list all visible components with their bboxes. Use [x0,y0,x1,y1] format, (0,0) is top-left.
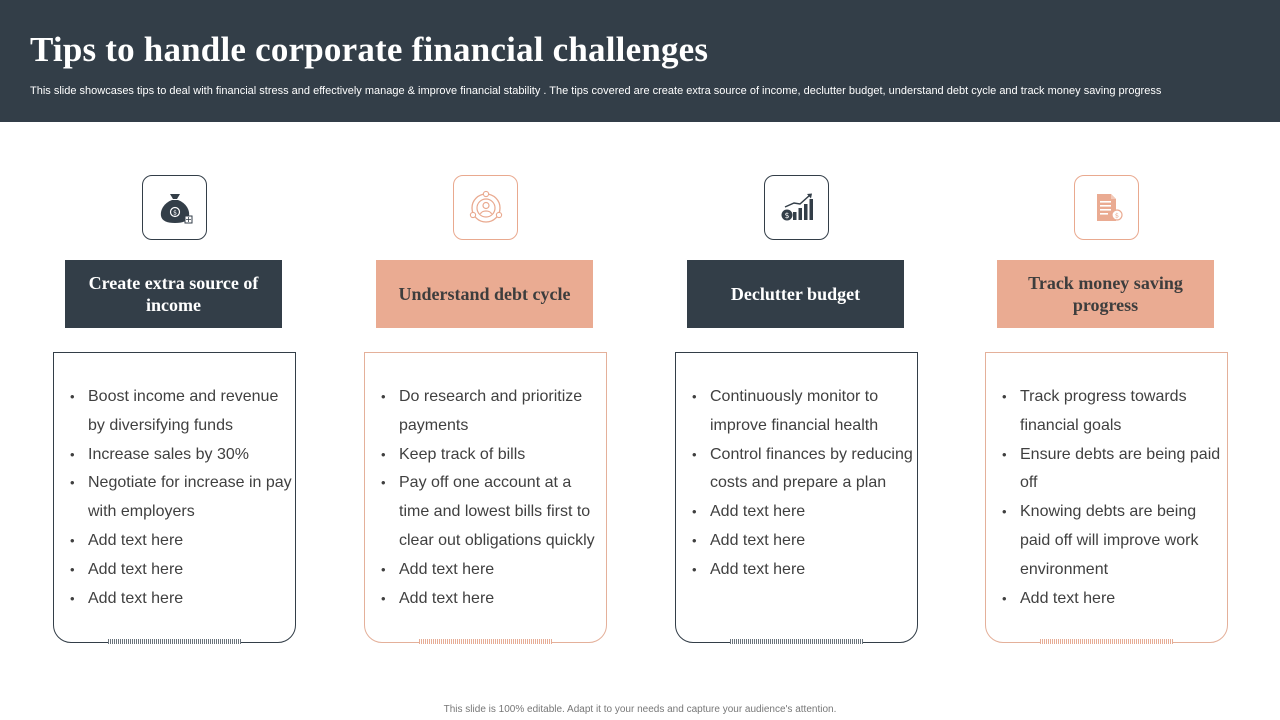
list-item: • Add text here [381,556,603,585]
svg-text:$: $ [784,210,789,220]
list-item: • Add text here [70,527,292,556]
list-item: • Add text here [381,585,603,614]
tip-column-progress [985,0,1228,720]
list-item: • Negotiate for increase in pay with employers [70,469,292,527]
tip-column-budget [675,0,918,720]
svg-text:$: $ [172,209,177,216]
list-item: • Ensure debts are being paid off [1002,441,1224,499]
list-item: • Add text here [70,585,292,614]
growth-chart-icon [777,188,817,228]
bullet-list [692,383,914,585]
tip-card-progress [985,352,1228,643]
list-item: • Increase sales by 30% [70,441,292,470]
list-item: • Knowing debts are being paid off will improve work environment [1002,498,1224,584]
tip-card-budget [675,352,918,643]
list-item: • Add text here [692,498,914,527]
tip-card-income [53,352,296,643]
icon-frame [1074,175,1139,240]
tip-title-budget: Declutter budget [687,260,904,328]
bullet-list [381,383,603,613]
person-cycle-icon [466,188,506,228]
tip-title-income: Create extra source of income [65,260,282,328]
list-item: • Boost income and revenue by diversifying funds [70,383,292,441]
tip-column-debt [364,0,607,720]
tip-column-income [53,0,296,720]
card-hatch-decoration [730,639,863,644]
card-hatch-decoration [419,639,552,644]
bullet-list [70,383,292,613]
bullet-list [1002,383,1224,613]
card-hatch-decoration [108,639,241,644]
slide-subtitle: This slide showcases tips to deal with financial stress and effectively manage & improve financial stability . The tips covered are create extra source of income, declutter budget, understand debt cycle and track money saving progress [30,85,1162,97]
list-item: • Control finances by reducing costs and prepare a plan [692,441,914,499]
list-item: • Pay off one account at a time and lowest bills first to clear out obligations quickly [381,469,603,555]
list-item: • Continuously monitor to improve financial health [692,383,914,441]
list-item: • Add text here [1002,585,1224,614]
card-hatch-decoration [1040,639,1173,644]
list-item: • Track progress towards financial goals [1002,383,1224,441]
svg-text:$: $ [1114,211,1119,219]
money-bag-icon [155,188,195,228]
icon-frame [764,175,829,240]
tip-title-debt: Understand debt cycle [376,260,593,328]
tip-title-progress: Track money saving progress [997,260,1214,328]
icon-frame [453,175,518,240]
footer-note: This slide is 100% editable. Adapt it to your needs and capture your audience's attention. [443,704,837,715]
list-item: • Add text here [692,527,914,556]
slide-title: Tips to handle corporate financial challenges [30,30,709,69]
document-coin-icon [1087,188,1127,228]
list-item: • Add text here [692,556,914,585]
list-item: • Add text here [70,556,292,585]
tip-card-debt [364,352,607,643]
list-item: • Do research and prioritize payments [381,383,603,441]
icon-frame [142,175,207,240]
list-item: • Keep track of bills [381,441,603,470]
